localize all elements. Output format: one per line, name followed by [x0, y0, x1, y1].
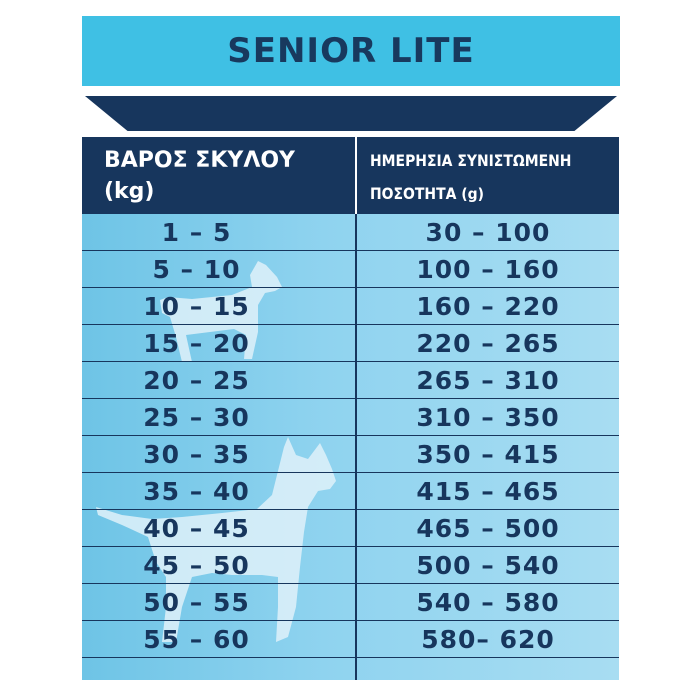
table-row: [82, 399, 619, 436]
weight-cell: 15 – 20: [143, 329, 250, 358]
weight-cell: 40 – 45: [143, 514, 250, 543]
weight-cell: 20 – 25: [143, 366, 250, 395]
table-row: [82, 325, 619, 362]
table-row: [82, 510, 619, 547]
table-row: [82, 214, 619, 251]
amount-cell: 465 – 500: [416, 514, 560, 543]
header-dog-weight-line1: ΒΑΡΟΣ ΣΚΥΛΟΥ: [104, 148, 295, 173]
table-row: [82, 288, 619, 325]
table-row: [82, 362, 619, 399]
amount-cell: 540 – 580: [416, 588, 560, 617]
table-header: [82, 137, 619, 214]
weight-cell: 5 – 10: [152, 255, 241, 284]
weight-cell: 55 – 60: [143, 625, 250, 654]
table-row: [82, 547, 619, 584]
weight-cell: 25 – 30: [143, 403, 250, 432]
header-daily-amount: [370, 145, 571, 211]
weight-cell: 10 – 15: [143, 292, 250, 321]
title-ribbon-banner: [85, 96, 617, 131]
amount-cell: 30 – 100: [425, 218, 551, 247]
amount-cell: 265 – 310: [416, 366, 560, 395]
product-title: SENIOR LITE: [227, 31, 475, 71]
table-row: [82, 621, 619, 658]
feeding-table: [82, 137, 619, 680]
amount-cell: 310 – 350: [416, 403, 560, 432]
amount-cell: 160 – 220: [416, 292, 560, 321]
table-row: [82, 436, 619, 473]
weight-cell: 30 – 35: [143, 440, 250, 469]
amount-cell: 220 – 265: [416, 329, 560, 358]
table-body: [82, 214, 619, 658]
weight-cell: 35 – 40: [143, 477, 250, 506]
header-dog-weight: [104, 145, 295, 207]
table-row: [82, 584, 619, 621]
amount-cell: 500 – 540: [416, 551, 560, 580]
weight-cell: 45 – 50: [143, 551, 250, 580]
weight-cell: 1 – 5: [161, 218, 232, 247]
header-divider: [355, 137, 357, 214]
amount-cell: 415 – 465: [416, 477, 560, 506]
header-daily-amount-unit: ΠΟΣΟΤΗΤΑ (g): [370, 185, 484, 203]
header-daily-amount-line1: ΗΜΕΡΗΣΙΑ ΣΥΝΙΣΤΩΜΕΝΗ: [370, 152, 572, 170]
header-dog-weight-unit: (kg): [104, 179, 155, 204]
amount-cell: 100 – 160: [416, 255, 560, 284]
weight-cell: 50 – 55: [143, 588, 250, 617]
amount-cell: 350 – 415: [416, 440, 560, 469]
amount-cell: 580– 620: [421, 625, 555, 654]
table-row: [82, 473, 619, 510]
table-row: [82, 251, 619, 288]
title-bar: [82, 16, 620, 86]
